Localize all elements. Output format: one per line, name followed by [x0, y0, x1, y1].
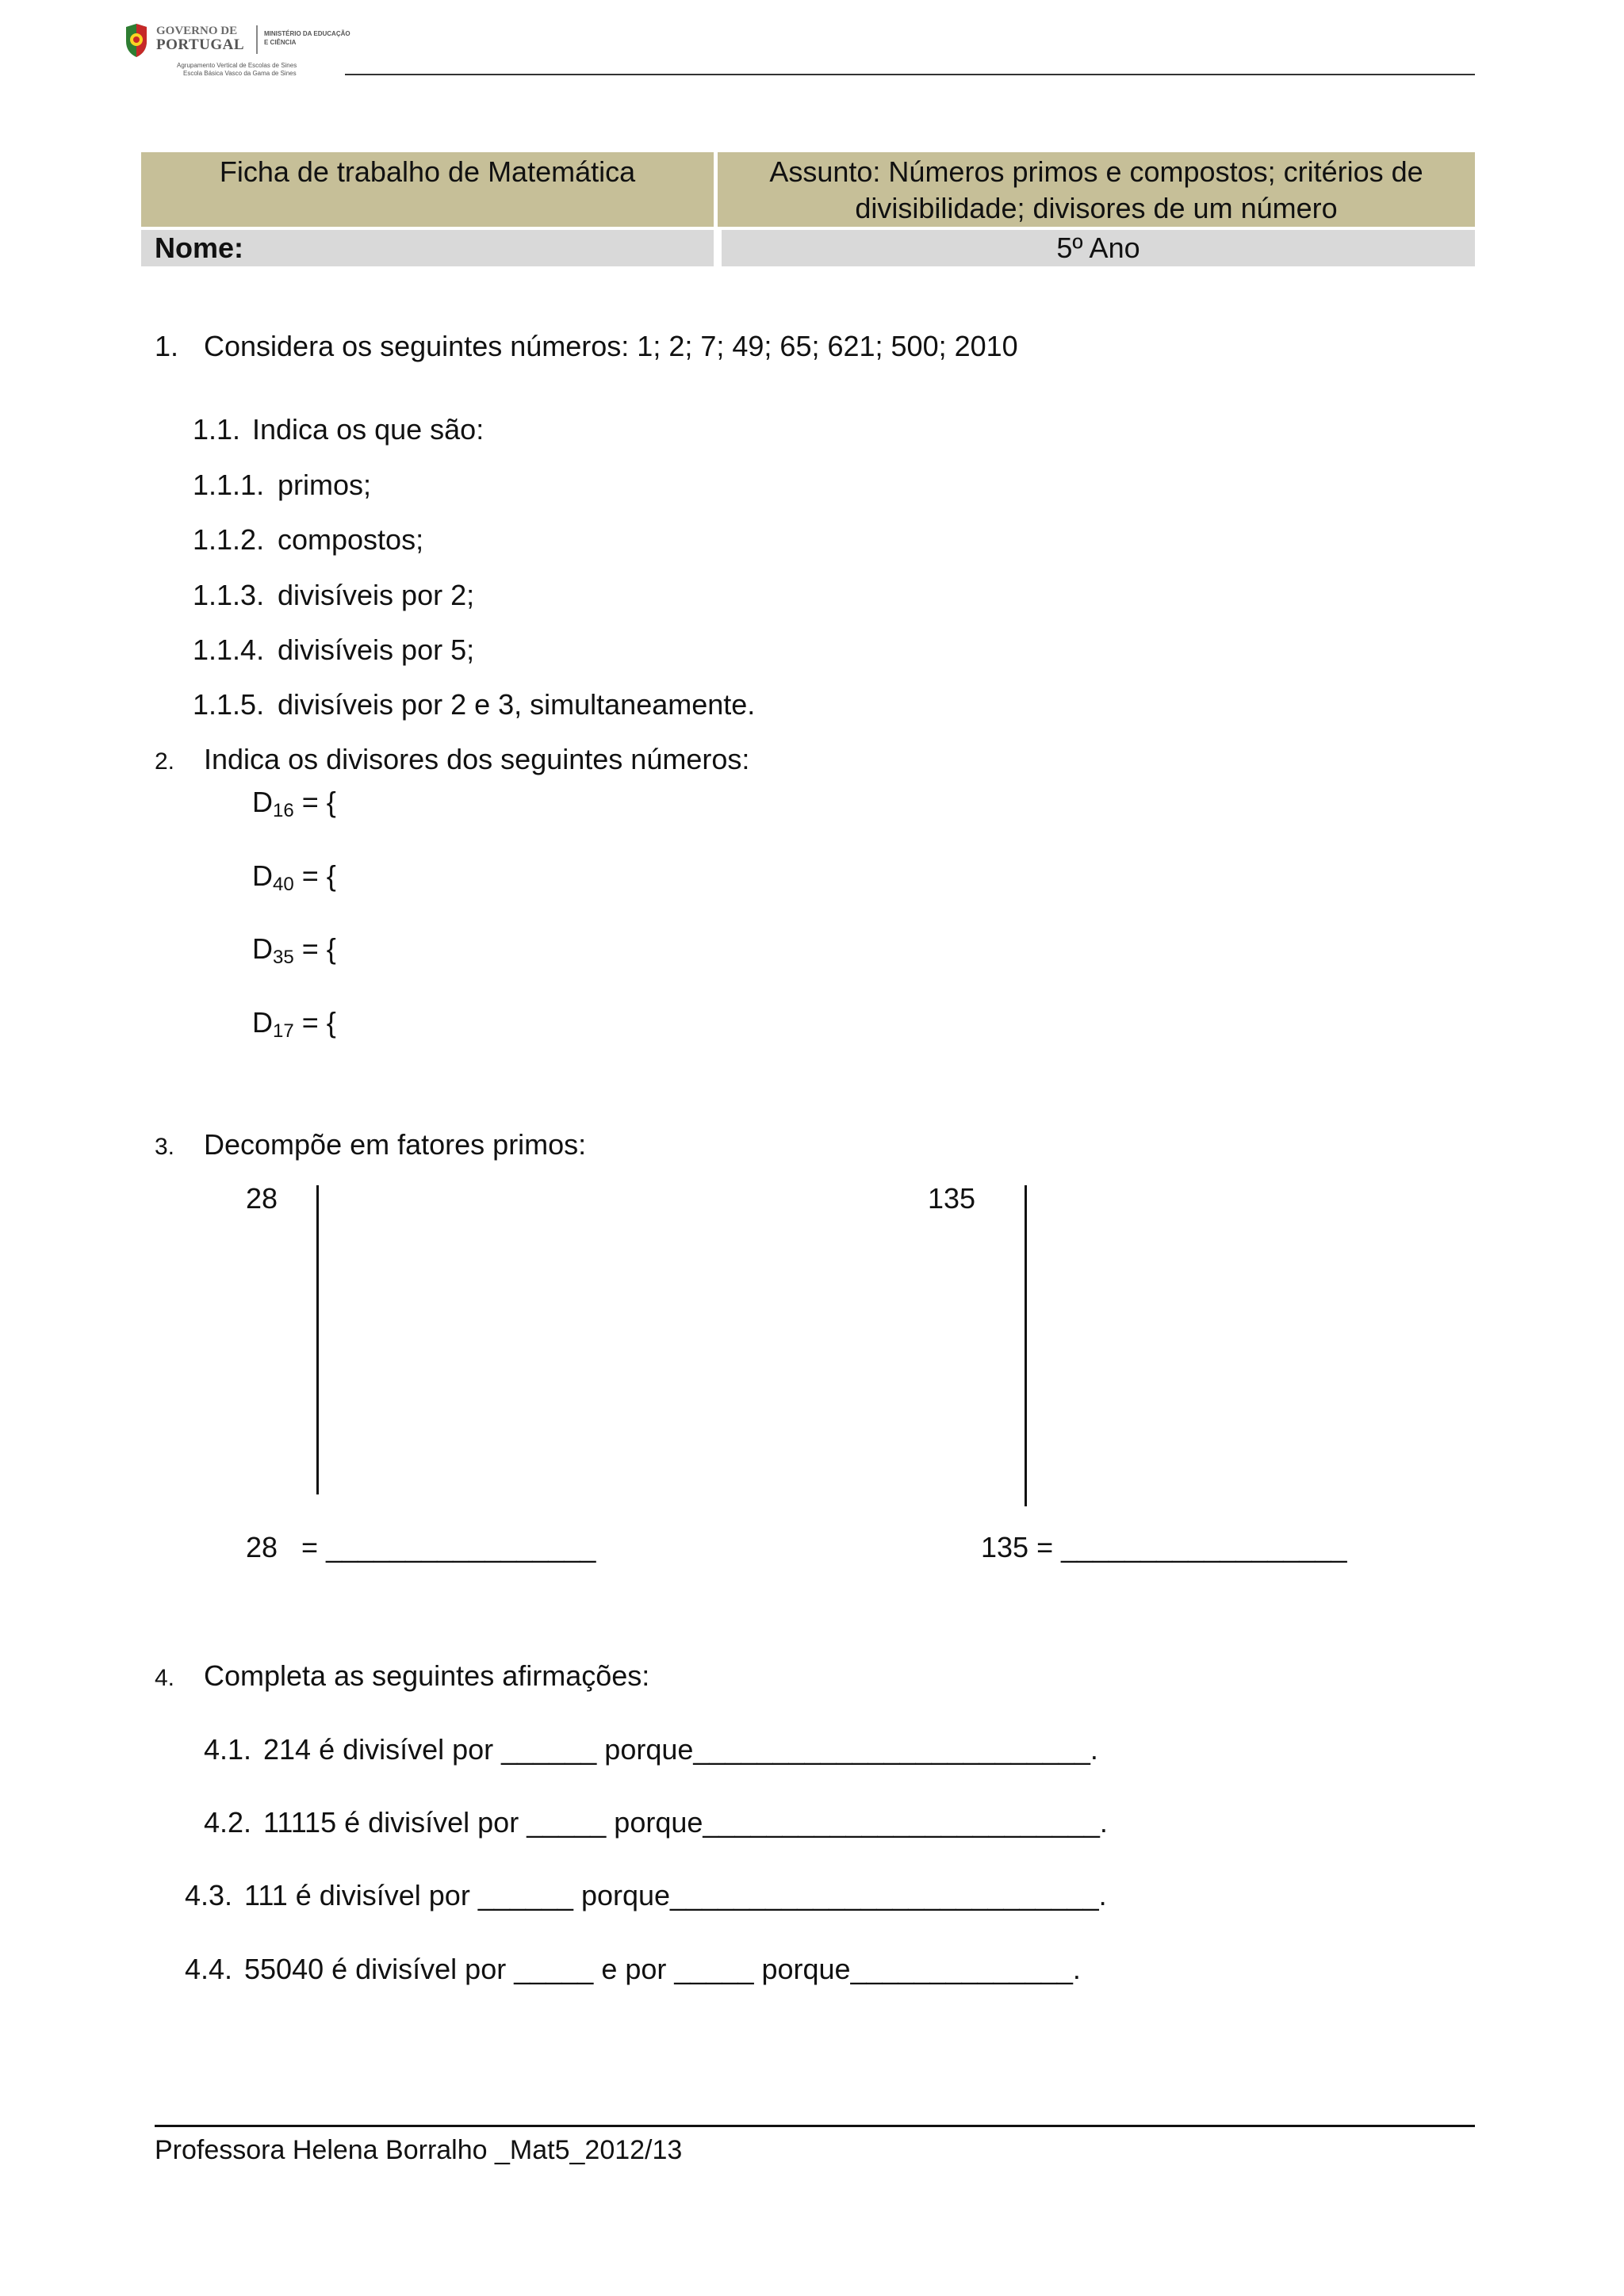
- footer-text: Professora Helena Borralho _Mat5_2012/13: [155, 2135, 683, 2165]
- factor-left-result: 28 = _________________: [246, 1531, 596, 1563]
- portugal-emblem-icon: [123, 22, 150, 59]
- q4-item-number: 4.3.: [185, 1879, 233, 1911]
- q1-item-number: 1.1.1.: [193, 469, 265, 501]
- subject-line-1: Assunto: Números primos e compostos; critérios de: [769, 155, 1423, 188]
- logo-text-governo: GOVERNO DE: [156, 25, 238, 37]
- factor-right-result: 135 = __________________: [981, 1531, 1347, 1563]
- q4-text: Completa as seguintes afirmações:: [204, 1659, 650, 1692]
- logo-school-line1: Agrupamento Vertical de Escolas de Sines: [177, 62, 297, 69]
- logo-school-line2: Escola Básica Vasco da Gama de Sines: [183, 70, 297, 77]
- q4-number: 4.: [155, 1665, 175, 1691]
- q1-1-number: 1.1.: [193, 413, 241, 446]
- q1-item-text: compostos;: [278, 523, 424, 556]
- worksheet-title-cell: [141, 152, 714, 227]
- government-logo: [123, 22, 361, 86]
- q2-text: Indica os divisores dos seguintes números:: [204, 743, 750, 775]
- header-rule: [345, 74, 1475, 75]
- q1-item-number: 1.1.3.: [193, 579, 265, 611]
- q1-number: 1.: [155, 330, 179, 362]
- q4-item-number: 4.2.: [204, 1806, 252, 1839]
- q1-item-number: 1.1.5.: [193, 688, 265, 721]
- q2-number: 2.: [155, 748, 175, 775]
- worksheet-title: Ficha de trabalho de Matemática: [219, 155, 636, 188]
- footer-rule: [155, 2125, 1475, 2127]
- q1-item-text: primos;: [278, 469, 372, 501]
- divisor-set-line: $D_{40}$ = {: [252, 859, 336, 895]
- q4-item-number: 4.1.: [204, 1733, 252, 1766]
- subject-cell: [718, 152, 1475, 227]
- q3-text: Decompõe em fatores primos:: [204, 1128, 587, 1161]
- q4-item-text: 55040 é divisível por _____ e por _____ porque______________.: [244, 1953, 1081, 1985]
- year-cell: [722, 230, 1475, 266]
- factor-right-number: 135: [928, 1182, 976, 1215]
- logo-text-portugal: PORTUGAL: [156, 36, 245, 53]
- logo-separator: [256, 25, 258, 54]
- q1-1-text: Indica os que são:: [252, 413, 485, 446]
- divisor-set-line: $D_{17}$ = {: [252, 1006, 336, 1042]
- q1-item-text: divisíveis por 2 e 3, simultaneamente.: [278, 688, 756, 721]
- name-label: Nome:: [155, 232, 244, 264]
- divisor-set-line: $D_{35}$ = {: [252, 932, 336, 968]
- factor-left-number: 28: [246, 1182, 278, 1215]
- q4-item-text: 11115 é divisível por _____ porque_________________________.: [263, 1806, 1108, 1839]
- q1-item-text: divisíveis por 5;: [278, 633, 475, 666]
- factor-left-bar: [316, 1185, 319, 1494]
- q1-item-number: 1.1.4.: [193, 633, 265, 666]
- name-cell: [141, 230, 714, 266]
- q1-text: Considera os seguintes números: 1; 2; 7; 49; 65; 621; 500; 2010: [204, 330, 1018, 362]
- q4-item-text: 111 é divisível por ______ porque___________________________.: [244, 1879, 1107, 1911]
- logo-ministry-line2: E CIÊNCIA: [264, 39, 297, 46]
- logo-ministry-line1: MINISTÉRIO DA EDUCAÇÃO: [264, 30, 350, 37]
- q1-item-number: 1.1.2.: [193, 523, 265, 556]
- q3-number: 3.: [155, 1134, 175, 1160]
- divisor-set-line: $D_{16}$ = {: [252, 786, 336, 821]
- q4-item-number: 4.4.: [185, 1953, 233, 1985]
- q4-item-text: 214 é divisível por ______ porque_________________________.: [263, 1733, 1098, 1766]
- subject-line-2: divisibilidade; divisores de um número: [855, 192, 1338, 224]
- factor-right-bar: [1025, 1185, 1027, 1506]
- school-year: 5º Ano: [1056, 232, 1140, 264]
- q1-item-text: divisíveis por 2;: [278, 579, 475, 611]
